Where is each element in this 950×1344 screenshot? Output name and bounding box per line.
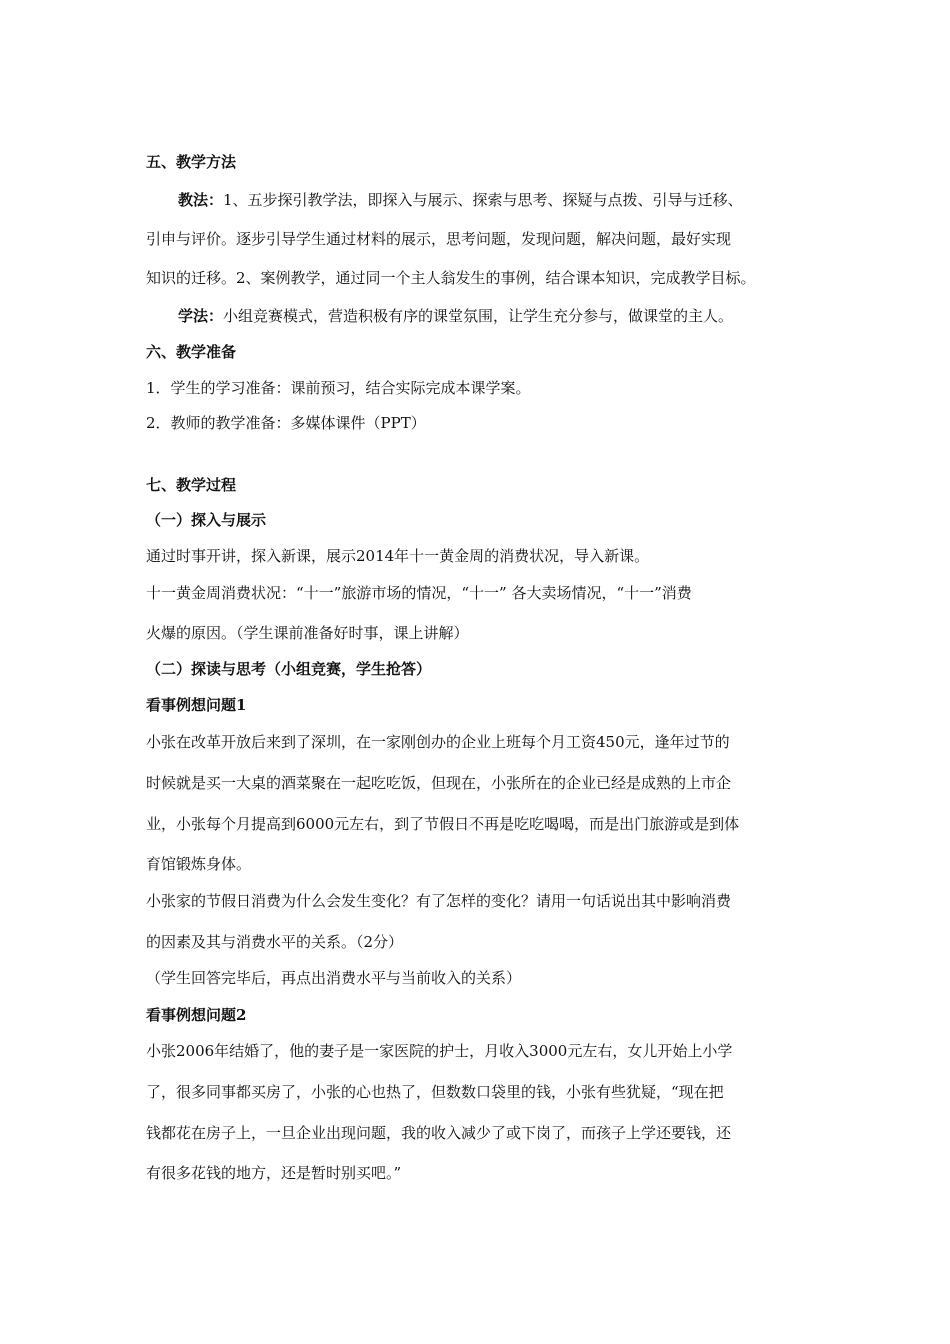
section-6-heading: 六、教学准备 — [146, 343, 237, 361]
teaching-method-line-1 — [178, 190, 743, 210]
case-2-title: 看事例想问题2 — [146, 1006, 247, 1024]
learning-method-label: 学法： — [178, 307, 224, 325]
subsection-1-line-3: 火爆的原因。（学生课前准备好时事，课上讲解） — [146, 624, 469, 642]
case-1-line-4: 育馆锻炼身体。 — [146, 855, 252, 873]
preparation-item-1: 1．学生的学习准备：课前预习，结合实际完成本课学案。 — [146, 379, 531, 397]
question-1-note: （学生回答完毕后，再点出消费水平与当前收入的关系） — [146, 969, 522, 987]
teaching-method-text-1: 1、五步探引教学法，即探入与展示、探索与思考、探疑与点拨、引导与迁移、 — [223, 191, 743, 209]
question-1-line-1: 小张家的节假日消费为什么会发生变化？有了怎样的变化？请用一句话说出其中影响消费 — [146, 892, 732, 910]
teaching-method-line-2: 引申与评价。逐步引导学生通过材料的展示，思考问题，发现问题，解决问题，最好实现 — [146, 230, 732, 248]
case-2-line-1: 小张2006年结婚了，他的妻子是一家医院的护士，月收入3000元左右，女儿开始上小学 — [146, 1042, 733, 1060]
case-1-line-1: 小张在改革开放后来到了深圳，在一家刚创办的企业上班每个月工资450元，逢年过节的 — [146, 733, 730, 751]
section-7-heading: 七、教学过程 — [146, 476, 237, 494]
subsection-1-line-1: 通过时事开讲，探入新课，展示2014年十一黄金周的消费状况，导入新课。 — [146, 547, 650, 565]
case-2-line-3: 钱都花在房子上，一旦企业出现问题，我的收入减少了或下岗了，而孩子上学还要钱，还 — [146, 1124, 732, 1142]
case-1-line-3: 业，小张每个月提高到6000元左右，到了节假日不再是吃吃喝喝，而是出门旅游或是到体 — [146, 815, 740, 833]
question-1-line-2: 的因素及其与消费水平的关系。（2分） — [146, 933, 404, 951]
case-2-line-2: 了，很多同事都买房了，小张的心也热了，但数数口袋里的钱，小张有些犹疑，“现在把 — [146, 1083, 724, 1101]
case-1-title: 看事例想问题1 — [146, 696, 247, 714]
teaching-method-label: 教法： — [178, 191, 224, 209]
section-5-heading: 五、教学方法 — [146, 153, 237, 171]
case-2-line-4: 有很多花钱的地方，还是暂时别买吧。” — [146, 1164, 402, 1182]
teaching-method-line-3: 知识的迁移。2、案例教学，通过同一个主人翁发生的事例，结合课本知识，完成教学目标。 — [146, 269, 756, 287]
subsection-1-heading: （一）探入与展示 — [146, 511, 267, 529]
subsection-1-line-2: 十一黄金周消费状况：“十一”旅游市场的情况，“十一” 各大卖场情况，“十一”消费 — [146, 584, 692, 602]
subsection-2-heading: （二）探读与思考（小组竞赛，学生抢答） — [146, 660, 432, 678]
case-1-line-2: 时候就是买一大桌的酒菜聚在一起吃吃饭，但现在，小张所在的企业已经是成熟的上市企 — [146, 774, 732, 792]
learning-method-line — [178, 306, 733, 326]
preparation-item-2: 2．教师的教学准备：多媒体课件（PPT） — [146, 414, 426, 432]
learning-method-text: 小组竞赛模式，营造积极有序的课堂氛围，让学生充分参与，做课堂的主人。 — [223, 307, 734, 325]
